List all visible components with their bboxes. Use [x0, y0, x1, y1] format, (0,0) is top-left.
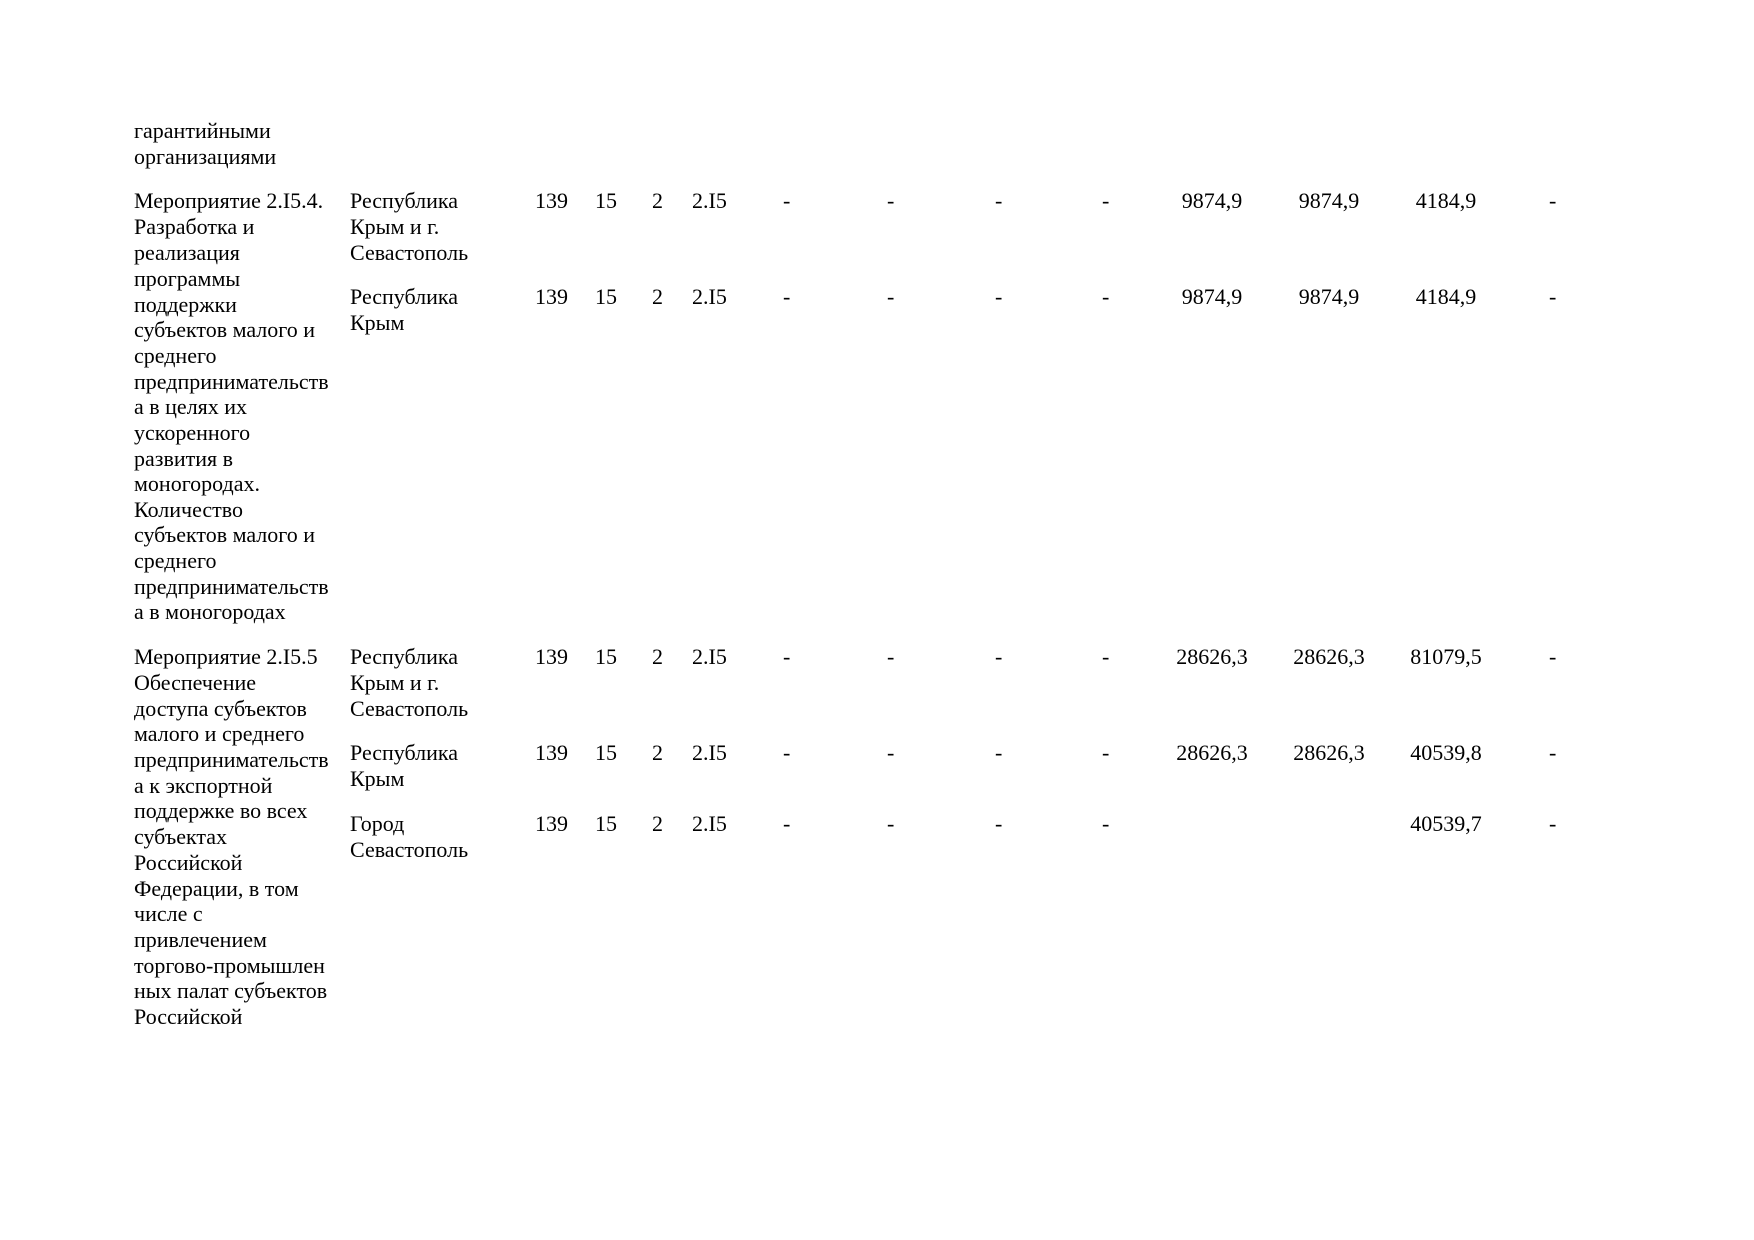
code-cell: 139 — [535, 811, 568, 836]
value-cell: 28626,3 — [1176, 740, 1248, 765]
region-name-line: Республика — [350, 188, 459, 213]
code-cell: 139 — [535, 188, 568, 213]
measure-title-line: предпринимательств — [134, 747, 329, 772]
dash-cell: - — [1102, 740, 1110, 765]
code-cell: 2 — [652, 740, 663, 765]
code-cell: 2 — [652, 644, 663, 669]
dash-cell: - — [887, 740, 895, 765]
region-name-line: Республика — [350, 644, 459, 669]
measure-title-line: доступа субъектов — [134, 696, 307, 721]
dash-cell: - — [1549, 188, 1557, 213]
region-name-line: Республика — [350, 740, 459, 765]
dash-cell: - — [1102, 811, 1110, 836]
code-cell: 15 — [595, 284, 617, 309]
measure-title-line: числе с — [134, 901, 203, 926]
value-cell: 4184,9 — [1415, 284, 1477, 309]
dash-cell: - — [783, 644, 791, 669]
measure-title-line: торгово-промышлен — [134, 953, 325, 978]
code-cell: 139 — [535, 740, 568, 765]
code-cell: 139 — [535, 284, 568, 309]
measure-title-line: среднего — [134, 548, 217, 573]
value-cell: 40539,7 — [1410, 811, 1482, 836]
value-cell: 28626,3 — [1176, 644, 1248, 669]
fragment-line: гарантийными — [134, 118, 271, 143]
measure-title-line: моногородах. — [134, 471, 260, 496]
dash-cell: - — [1549, 644, 1557, 669]
fragment-line: организациями — [134, 144, 277, 169]
value-cell: 9874,9 — [1298, 188, 1360, 213]
value-cell: 9874,9 — [1181, 284, 1243, 309]
measure-title-line: а в целях их — [134, 394, 248, 419]
measure-title-line: развития в — [134, 446, 234, 471]
code-cell: 2.I5 — [692, 644, 727, 669]
region-name-line: Севастополь — [350, 837, 469, 862]
value-cell: 9874,9 — [1298, 284, 1360, 309]
region-name-line: Город — [350, 811, 405, 836]
region-name-line: Республика — [350, 284, 459, 309]
dash-cell: - — [783, 740, 791, 765]
dash-cell: - — [783, 284, 791, 309]
measure-title-line: а к экспортной — [134, 773, 273, 798]
code-cell: 15 — [595, 188, 617, 213]
dash-cell: - — [995, 740, 1003, 765]
measure-title-line: предпринимательств — [134, 574, 329, 599]
code-cell: 139 — [535, 644, 568, 669]
dash-cell: - — [995, 284, 1003, 309]
code-cell: 15 — [595, 644, 617, 669]
region-name-line: Севастополь — [350, 696, 469, 721]
value-cell: 9874,9 — [1181, 188, 1243, 213]
dash-cell: - — [783, 811, 791, 836]
measure-title-line: а в моногородах — [134, 599, 286, 624]
measure-title-line: Мероприятие 2.I5.5 — [134, 644, 318, 669]
measure-title-line: ных палат субъектов — [134, 978, 328, 1003]
measure-title-line: Количество — [134, 497, 244, 522]
dash-cell: - — [783, 188, 791, 213]
dash-cell: - — [995, 811, 1003, 836]
code-cell: 2 — [652, 284, 663, 309]
measure-title-line: субъектах — [134, 824, 228, 849]
dash-cell: - — [995, 188, 1003, 213]
code-cell: 2.I5 — [692, 284, 727, 309]
measure-title-line: среднего — [134, 343, 217, 368]
measure-title-line: Разработка и — [134, 214, 255, 239]
region-name-line: Крым и г. — [350, 214, 440, 239]
dash-cell: - — [1549, 284, 1557, 309]
code-cell: 15 — [595, 811, 617, 836]
measure-title-line: Российской — [134, 1004, 243, 1029]
dash-cell: - — [1102, 284, 1110, 309]
dash-cell: - — [995, 644, 1003, 669]
measure-title-line: субъектов малого и — [134, 317, 316, 342]
region-name-line: Крым — [350, 310, 405, 335]
region-name-line: Крым и г. — [350, 670, 440, 695]
code-cell: 2 — [652, 188, 663, 213]
code-cell: 2.I5 — [692, 188, 727, 213]
region-name-line: Севастополь — [350, 240, 469, 265]
region-name-line: Крым — [350, 766, 405, 791]
dash-cell: - — [1102, 188, 1110, 213]
measure-title-line: программы — [134, 266, 241, 291]
dash-cell: - — [887, 644, 895, 669]
dash-cell: - — [887, 188, 895, 213]
measure-title-line: субъектов малого и — [134, 522, 316, 547]
measure-title-line: предпринимательств — [134, 369, 329, 394]
code-cell: 15 — [595, 740, 617, 765]
dash-cell: - — [887, 284, 895, 309]
code-cell: 2 — [652, 811, 663, 836]
measure-title-line: малого и среднего — [134, 721, 305, 746]
measure-title-line: Федерации, в том — [134, 876, 299, 901]
code-cell: 2.I5 — [692, 811, 727, 836]
measure-title-line: поддержки — [134, 292, 237, 317]
measure-title-line: реализация — [134, 240, 240, 265]
value-cell: 40539,8 — [1410, 740, 1482, 765]
code-cell: 2.I5 — [692, 740, 727, 765]
dash-cell: - — [1549, 740, 1557, 765]
measure-title-line: привлечением — [134, 927, 267, 952]
measure-title-line: Мероприятие 2.I5.4. — [134, 188, 324, 213]
measure-title-line: Обеспечение — [134, 670, 256, 695]
dash-cell: - — [1102, 644, 1110, 669]
measure-title-line: ускоренного — [134, 420, 251, 445]
value-cell: 28626,3 — [1293, 644, 1365, 669]
value-cell: 81079,5 — [1410, 644, 1482, 669]
value-cell: 4184,9 — [1415, 188, 1477, 213]
measure-title-line: поддержке во всех — [134, 798, 308, 823]
value-cell: 28626,3 — [1293, 740, 1365, 765]
measure-title-line: Российской — [134, 850, 243, 875]
dash-cell: - — [887, 811, 895, 836]
dash-cell: - — [1549, 811, 1557, 836]
